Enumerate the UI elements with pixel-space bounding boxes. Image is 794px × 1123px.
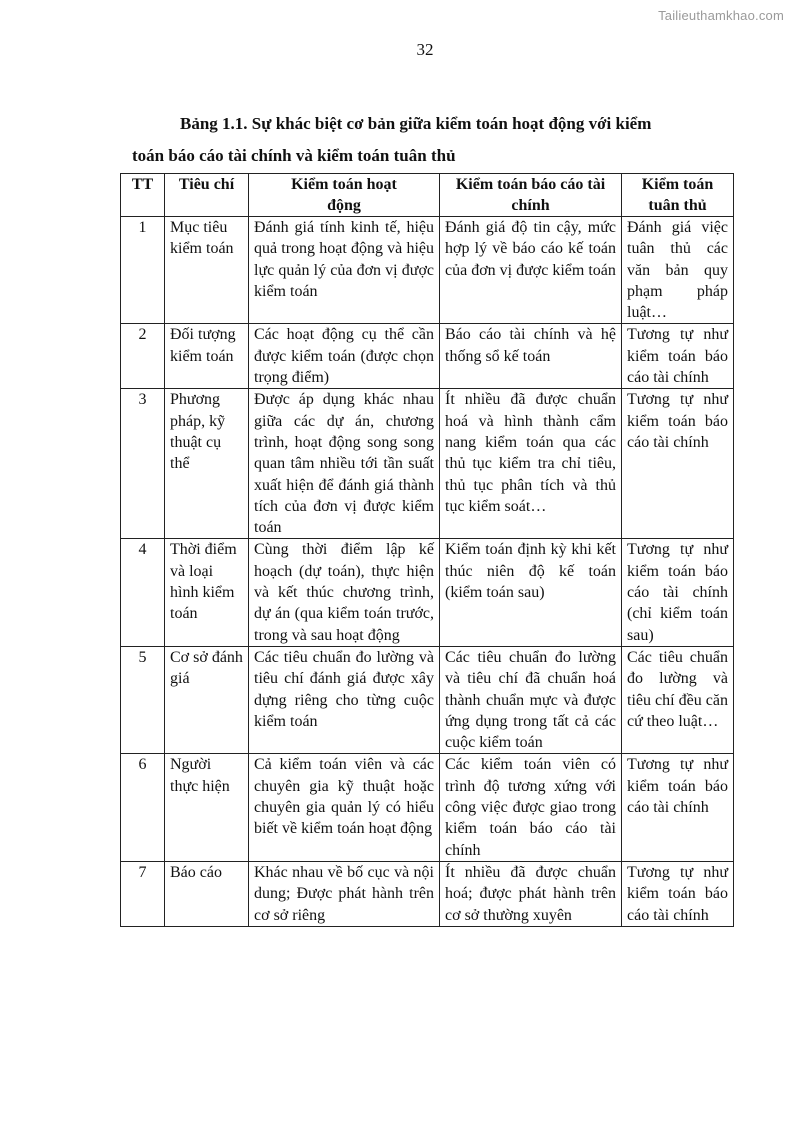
row-operational: Các hoạt động cụ thể cần được kiểm toán (được chọn trọng điểm) — [249, 324, 440, 389]
row-compliance: Tương tự như kiểm toán báo cáo tài chính — [622, 754, 734, 861]
row-number: 4 — [121, 539, 165, 646]
row-operational: Khác nhau về bố cục và nội dung; Được phát hành trên cơ sở riêng — [249, 861, 440, 926]
table-caption — [132, 108, 732, 172]
row-compliance: Tương tự như kiểm toán báo cáo tài chính — [622, 324, 734, 389]
row-number: 7 — [121, 861, 165, 926]
row-operational: Đánh giá tính kinh tế, hiệu quả trong hoạt động và hiệu lực quản lý của đơn vị được kiểm toán — [249, 217, 440, 324]
row-number: 2 — [121, 324, 165, 389]
table-row — [121, 861, 734, 926]
header-operational-audit: Kiểm toán hoạt động — [249, 174, 440, 217]
table-row — [121, 754, 734, 861]
table-row — [121, 646, 734, 753]
row-number: 3 — [121, 389, 165, 539]
watermark-text: Tailieuthamkhao.com — [658, 8, 784, 23]
row-operational: Cùng thời điểm lập kế hoạch (dự toán), thực hiện và kết thúc chương trình, dự án (qua kiểm toán trước, trong và sau hoạt động — [249, 539, 440, 646]
row-criterion: Phương pháp, kỹ thuật cụ thể — [165, 389, 249, 539]
row-compliance: Tương tự như kiểm toán báo cáo tài chính — [622, 861, 734, 926]
row-financial: Kiểm toán định kỳ khi kết thúc niên độ kế toán (kiểm toán sau) — [440, 539, 622, 646]
table-row — [121, 389, 734, 539]
row-number: 6 — [121, 754, 165, 861]
row-financial: Các tiêu chuẩn đo lường và tiêu chí đã chuẩn hoá thành chuẩn mực và được ứng dụng trong tất cả các cuộc kiểm toán — [440, 646, 622, 753]
row-criterion: Mục tiêu kiểm toán — [165, 217, 249, 324]
row-number: 5 — [121, 646, 165, 753]
header-financial-audit: Kiểm toán báo cáo tài chính — [440, 174, 622, 217]
row-financial: Ít nhiều đã được chuẩn hoá; được phát hành trên cơ sở thường xuyên — [440, 861, 622, 926]
row-compliance: Đánh giá việc tuân thủ các văn bản quy phạm pháp luật… — [622, 217, 734, 324]
row-number: 1 — [121, 217, 165, 324]
caption-line-2: toán báo cáo tài chính và kiểm toán tuân thủ — [132, 146, 456, 165]
header-compliance-audit: Kiểm toán tuân thủ — [622, 174, 734, 217]
row-criterion: Báo cáo — [165, 861, 249, 926]
row-criterion: Thời điểm và loại hình kiểm toán — [165, 539, 249, 646]
table-row — [121, 324, 734, 389]
row-financial: Đánh giá độ tin cậy, mức hợp lý về báo cáo kế toán của đơn vị được kiểm toán — [440, 217, 622, 324]
row-criterion: Cơ sở đánh giá — [165, 646, 249, 753]
comparison-table — [120, 173, 734, 927]
table-header-row — [121, 174, 734, 217]
row-compliance: Các tiêu chuẩn đo lường và tiêu chí đều căn cứ theo luật… — [622, 646, 734, 753]
caption-line-1: Bảng 1.1. Sự khác biệt cơ bản giữa kiểm toán hoạt động với kiểm — [180, 114, 652, 133]
row-criterion: Người thực hiện — [165, 754, 249, 861]
page-number: 32 — [416, 40, 434, 59]
header-tt: TT — [121, 174, 165, 217]
row-financial: Các kiểm toán viên có trình độ tương xứng với công việc được giao trong kiểm toán báo cáo tài chính — [440, 754, 622, 861]
row-operational: Cả kiểm toán viên và các chuyên gia kỹ thuật hoặc chuyên gia quản lý có hiểu biết về kiểm toán hoạt động — [249, 754, 440, 861]
table-row — [121, 539, 734, 646]
row-financial: Ít nhiều đã được chuẩn hoá và hình thành cẩm nang kiểm toán qua các thủ tục kiểm tra chỉ tiêu, thủ tục phân tích và thủ tục kiểm soát… — [440, 389, 622, 539]
row-compliance: Tương tự như kiểm toán báo cáo tài chính (chỉ kiểm toán sau) — [622, 539, 734, 646]
header-criterion: Tiêu chí — [165, 174, 249, 217]
row-compliance: Tương tự như kiểm toán báo cáo tài chính — [622, 389, 734, 539]
row-criterion: Đối tượng kiểm toán — [165, 324, 249, 389]
row-operational: Được áp dụng khác nhau giữa các dự án, chương trình, hoạt động song song quan tâm nhiều tới tần suất xuất hiện để đánh giá thành tích của đơn vị được kiểm toán — [249, 389, 440, 539]
row-financial: Báo cáo tài chính và hệ thống sổ kế toán — [440, 324, 622, 389]
table-row — [121, 217, 734, 324]
row-operational: Các tiêu chuẩn đo lường và tiêu chí đánh giá được xây dựng riêng cho từng cuộc kiểm toán — [249, 646, 440, 753]
